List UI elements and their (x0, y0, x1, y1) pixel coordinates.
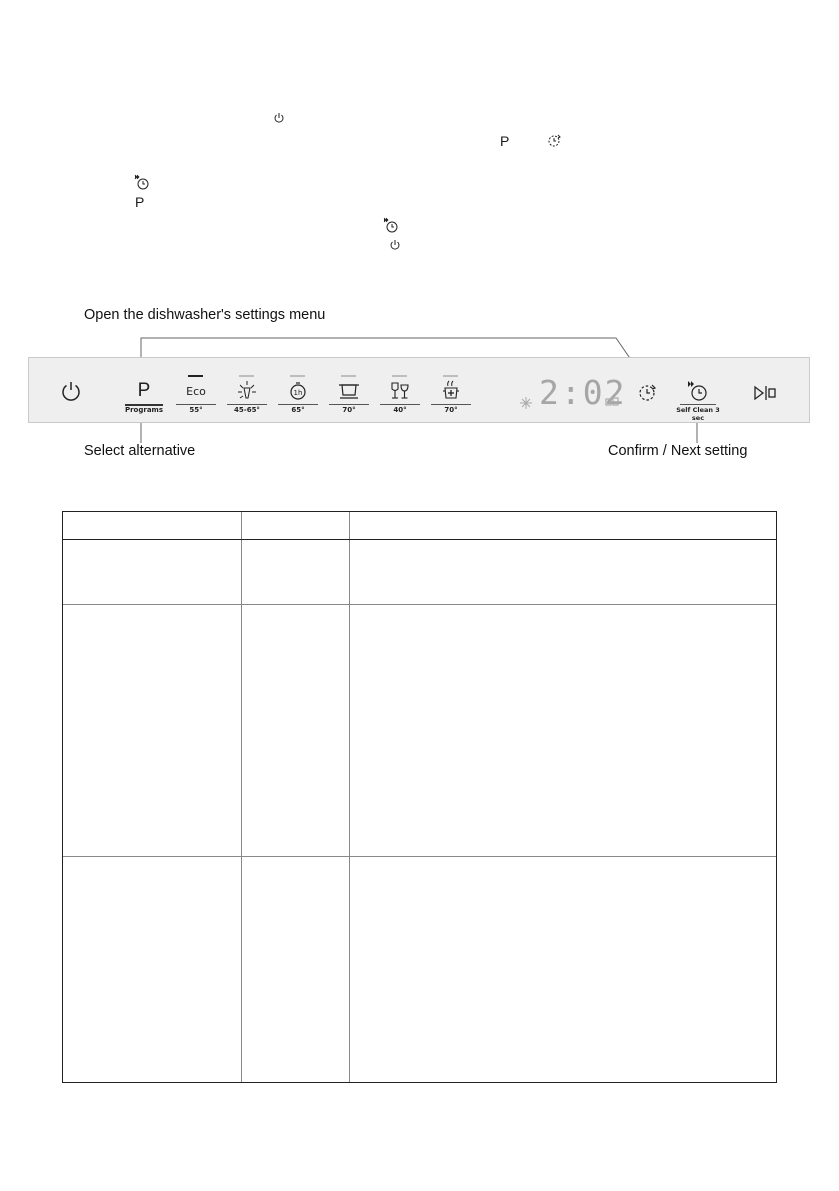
settings-table (62, 511, 777, 1083)
power-icon[interactable] (60, 380, 82, 402)
program-glass[interactable]: 40° (378, 358, 422, 424)
time-display: 2:02 (539, 373, 627, 412)
table-row (63, 605, 776, 856)
program-hygiene[interactable]: 70° (429, 358, 473, 424)
program-eco[interactable]: Eco 55° (174, 358, 218, 424)
program-auto[interactable]: 45-65° (225, 358, 269, 424)
programs-key: P (137, 380, 151, 401)
select-alternative-callout: Select alternative (84, 443, 196, 459)
confirm-self-clean-button[interactable] (676, 358, 720, 424)
wine-glasses-icon (389, 381, 411, 401)
pot-icon (336, 381, 362, 401)
delay-start-icon[interactable] (638, 382, 660, 402)
table-row (63, 540, 776, 604)
table-row (63, 857, 776, 1082)
one-hour-timer-icon (288, 381, 308, 401)
programs-label: Programs (124, 406, 164, 414)
eco-text-icon: Eco (186, 384, 206, 398)
programs-button[interactable] (122, 358, 166, 424)
hygiene-icon (440, 380, 462, 402)
confirm-next-callout: Confirm / Next setting (608, 443, 748, 459)
program-intensive[interactable]: 70° (327, 358, 371, 424)
svg-text:1h: 1h (293, 389, 303, 397)
control-panel (28, 357, 810, 423)
p-letter-icon: P (500, 133, 510, 149)
program-1h[interactable]: 1h 65° (276, 358, 320, 424)
p-letter-icon: P (135, 194, 145, 210)
self-clean-label: Self Clean 3 sec (676, 406, 720, 422)
self-clean-icon (686, 380, 710, 402)
settings-menu-callout: Open the dishwasher's settings menu (84, 307, 326, 323)
sparkle-glass-icon (236, 380, 258, 402)
sparkle-indicator-icon (519, 396, 533, 410)
salt-rinse-indicator-icon (605, 396, 619, 408)
start-pause-icon[interactable] (753, 385, 777, 401)
